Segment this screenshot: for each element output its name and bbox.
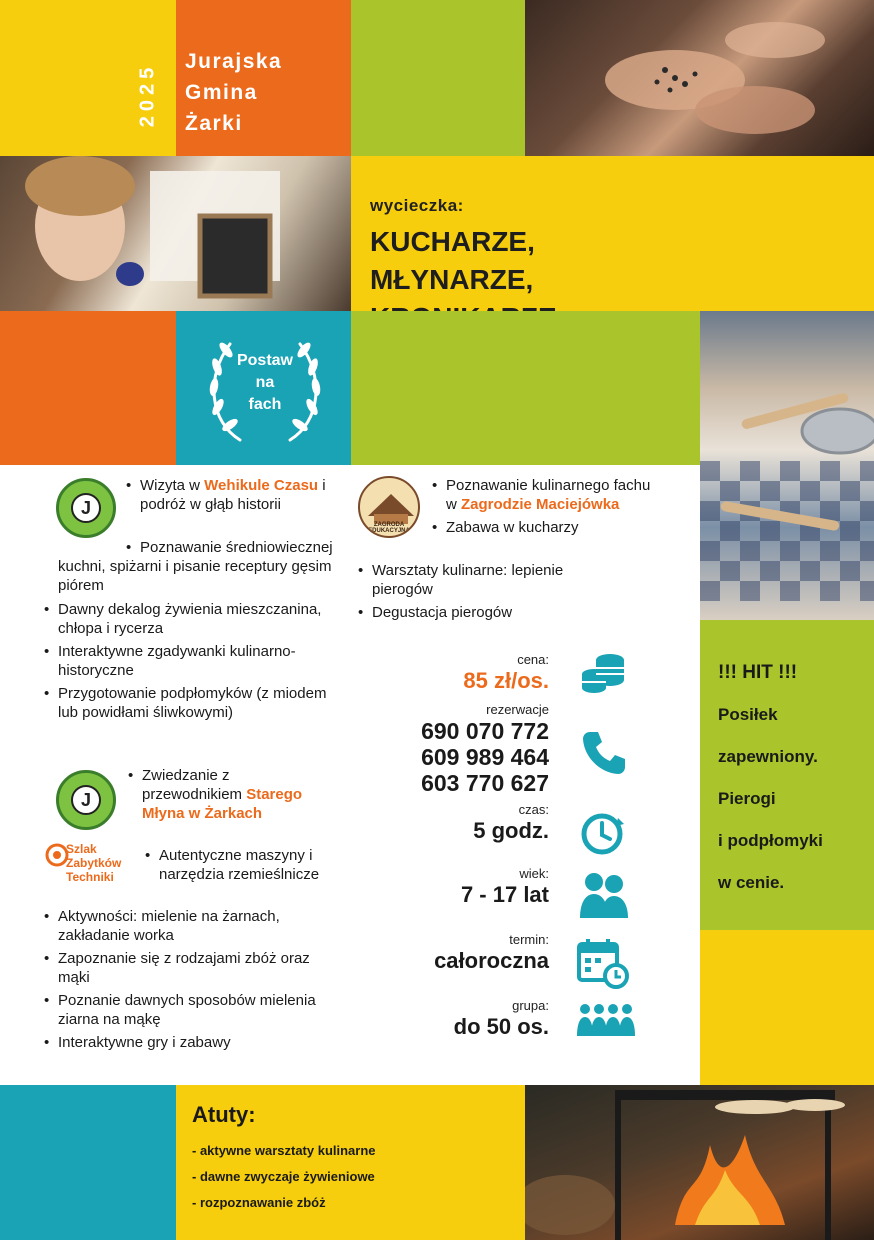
jurajski-certificate-badge: J <box>56 478 116 538</box>
time-value: 5 godz. <box>473 818 549 843</box>
calendar-icon <box>576 936 630 990</box>
trip-title: KUCHARZE, MŁYNARZE, <box>370 226 535 295</box>
atuty-item: - aktywne warsztaty kulinarne <box>192 1143 376 1158</box>
list-item: Poznawanie średniowiecznej kuchni, spiżarni i pisanie receptury gęsim piórem <box>58 539 333 594</box>
list-item: • Zwiedzanie z przewodnikiem Starego Młyna w Żarkach <box>126 766 316 823</box>
age-value: 7 - 17 lat <box>460 882 549 907</box>
price-value: 85 zł/os. <box>463 668 549 693</box>
hit-text: !!! HIT !!! Posiłek zapewniony. Pierogi i podpłomyki w cenie. <box>718 662 823 892</box>
zagroda-edukacyjna-logo: ZAGRODA EDUKACYJNA <box>358 476 420 538</box>
right-list-2 <box>356 561 576 626</box>
green-block-mid <box>351 311 700 465</box>
atuty-item: - dawne zwyczaje żywieniowe <box>192 1169 375 1184</box>
atuty-item: - rozpoznawanie zbóż <box>192 1195 326 1210</box>
atuty-list <box>192 1138 376 1216</box>
reservation-label: rezerwacje <box>486 702 549 717</box>
group-value: do 50 os. <box>453 1014 549 1039</box>
list-item: • Degustacja pierogów <box>356 603 576 622</box>
photo-girl-writing <box>0 156 351 311</box>
left-list-4 <box>143 846 343 888</box>
left-list-2 <box>42 600 342 726</box>
time-label: czas: <box>518 802 549 817</box>
list-item: • Poznawanie kulinarnego fachu w Zagrodzie Maciejówka <box>430 476 660 514</box>
teal-block-bottom <box>0 1085 176 1240</box>
price-label: cena: <box>517 652 549 667</box>
people-icon <box>578 870 630 920</box>
left-list-1 <box>124 476 339 518</box>
list-item: • Aktywności: mielenie na żarnach, zakładanie worka <box>42 907 342 945</box>
clock-icon <box>578 808 628 858</box>
list-item: • Interaktywne zgadywanki kulinarno-historyczne <box>42 642 342 680</box>
right-list-1 <box>430 476 660 541</box>
list-item: • Interaktywne gry i zabawy <box>42 1033 342 1052</box>
list-item: • Zabawa w kucharzy <box>430 518 660 537</box>
list-item: • Warsztaty kulinarne: lepienie pierogów <box>356 561 576 599</box>
trip-label: wycieczka: <box>370 196 464 215</box>
term-label: termin: <box>509 932 549 947</box>
year-vertical: 2025 <box>136 62 159 128</box>
orange-block-mid <box>0 311 176 465</box>
list-item: • Przygotowanie podpłomyków (z miodem lub powidłami śliwkowymi) <box>42 684 342 722</box>
left-list-3 <box>126 766 316 827</box>
green-block-top <box>351 0 525 156</box>
group-icon <box>574 1002 636 1038</box>
list-item: • Wizyta w Wehikule Czasu i podróż w głąb historii <box>124 476 339 514</box>
coins-icon <box>578 652 628 696</box>
jurajski-certificate-badge-2: J <box>56 770 116 830</box>
group-label: grupa: <box>512 998 549 1013</box>
term-value: całoroczna <box>434 948 549 973</box>
list-item: • Autentyczne maszyny i narzędzia rzemieślnicze <box>143 846 343 884</box>
brand-title: Jurajska Gmina Żarki <box>185 50 283 135</box>
wreath-text: Postaw na fach <box>236 352 293 413</box>
age-label: wiek: <box>519 866 549 881</box>
phone-icon <box>580 728 628 776</box>
phone-numbers: 690 070 772 609 989 464 603 770 627 <box>421 718 549 796</box>
left-list-5 <box>42 907 342 1056</box>
list-item: • Dawny dekalog żywienia mieszczanina, chłopa i rycerza <box>42 600 342 638</box>
list-item: • Zapoznanie się z rodzajami zbóż oraz mąki <box>42 949 342 987</box>
photo-kitchen-table <box>700 311 874 620</box>
atuty-title: Atuty: <box>192 1102 256 1127</box>
list-item: • Poznanie dawnych sposobów mielenia ziarna na mąkę <box>42 991 342 1029</box>
yellow-block-right <box>700 156 874 311</box>
yellow-block-right-bottom <box>700 930 874 1085</box>
photo-outdoor-grill <box>525 1085 874 1240</box>
photo-hands-seeds <box>525 0 874 156</box>
